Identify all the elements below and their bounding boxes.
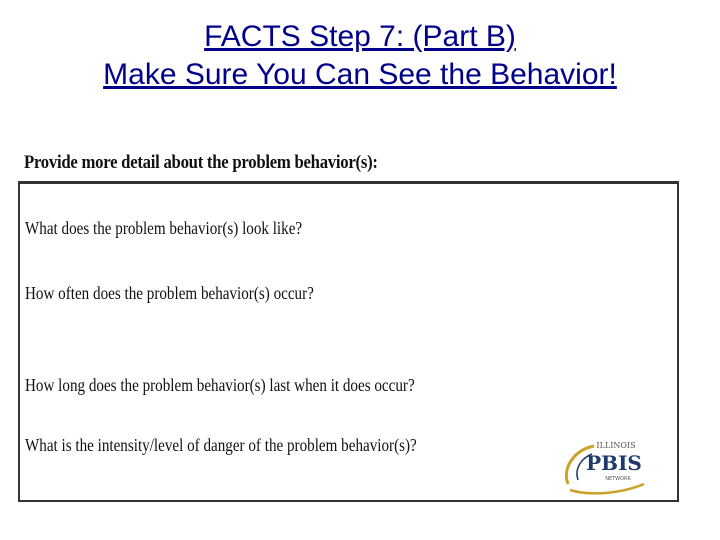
question-how-often: How often does the problem behavior(s) occur? xyxy=(25,283,314,303)
illinois-pbis-network-logo xyxy=(560,434,652,496)
logo-bottom-text: NETWORK xyxy=(605,476,631,482)
question-intensity: What is the intensity/level of danger of the problem behavior(s)? xyxy=(25,435,417,455)
question-how-long: How long does the problem behavior(s) last when it does occur? xyxy=(25,375,415,395)
logo-main-text: PBIS xyxy=(586,451,642,475)
form-heading: Provide more detail about the problem behavior(s): xyxy=(24,152,378,173)
slide-title-line1: FACTS Step 7: (Part B) xyxy=(204,20,516,53)
slide-title-line2: Make Sure You Can See the Behavior! xyxy=(103,58,617,91)
slide-title xyxy=(0,18,720,94)
logo-top-text: ILLINOIS xyxy=(596,441,636,450)
question-look-like: What does the problem behavior(s) look like? xyxy=(25,218,303,238)
